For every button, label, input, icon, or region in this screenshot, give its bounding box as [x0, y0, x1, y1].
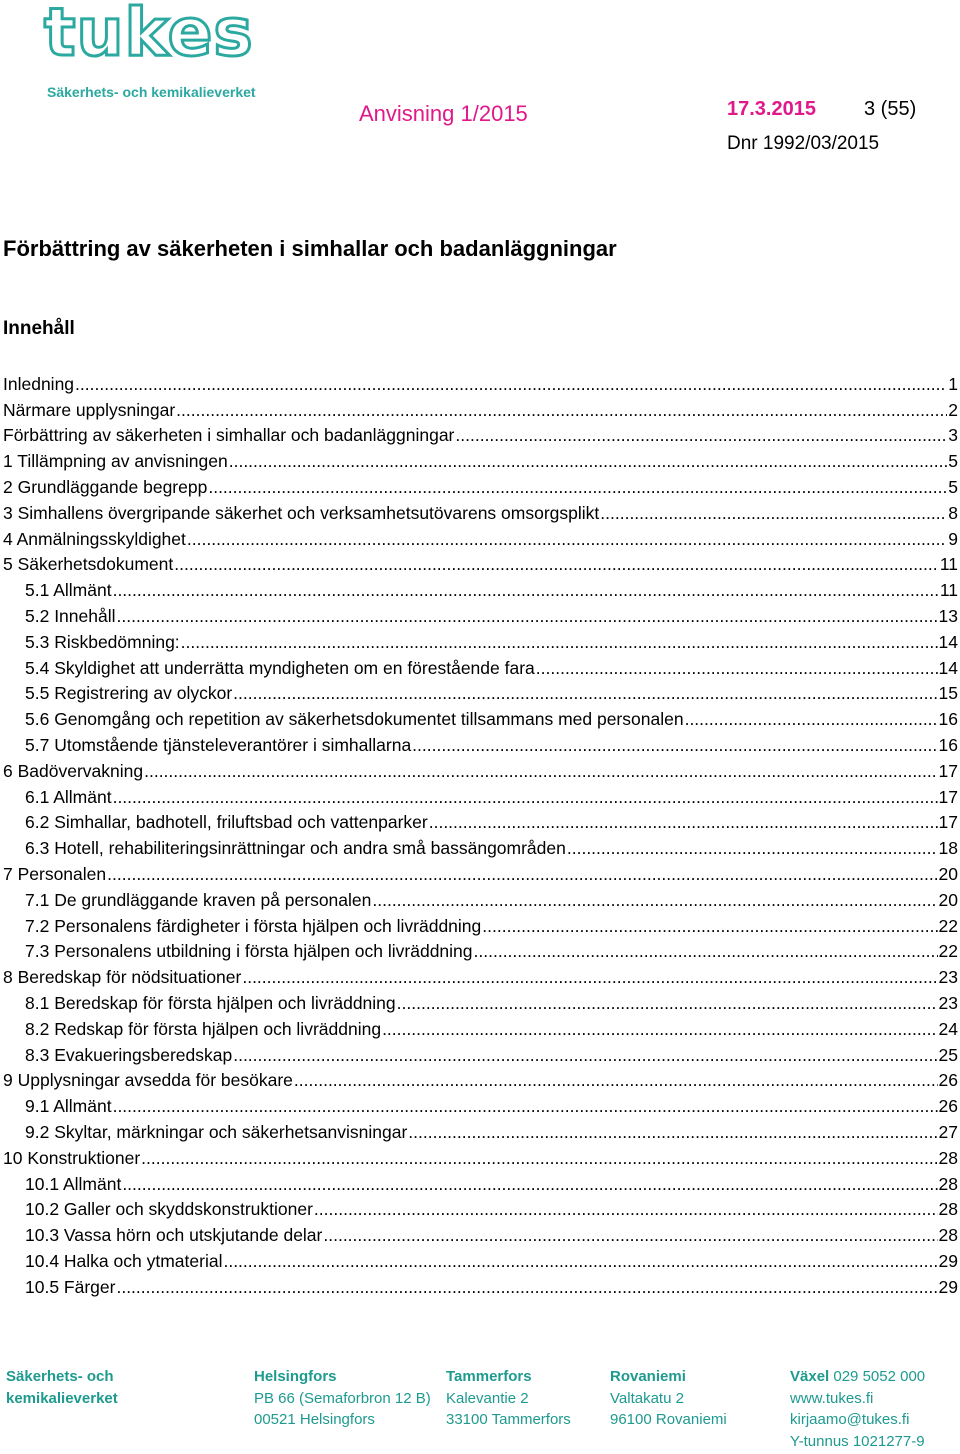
toc-leader-dots [567, 837, 938, 859]
toc-entry[interactable] [3, 395, 958, 421]
toc-entry-label: 5.1 Allmänt [25, 580, 112, 601]
toc-heading: Innehåll [3, 318, 75, 339]
toc-entry[interactable] [3, 1066, 958, 1092]
toc-leader-dots [408, 1121, 937, 1143]
footer-org-line2: kemikalieverket [6, 1389, 118, 1407]
toc-entry-page: 25 [938, 1044, 958, 1065]
toc-entry[interactable] [3, 627, 958, 653]
footer-rovaniemi [610, 1366, 727, 1431]
toc-leader-dots [536, 657, 938, 679]
footer-business-id: Y-tunnus 1021277-9 [790, 1432, 925, 1450]
toc-entry-label: 5.5 Registrering av olyckor [25, 683, 233, 704]
footer-tampere-city: Tammerfors [446, 1368, 532, 1385]
toc-entry-page: 18 [938, 838, 958, 859]
toc-entry[interactable] [3, 911, 958, 937]
toc-entry-page: 1 [948, 373, 958, 394]
footer-tampere [446, 1366, 571, 1431]
toc-entry[interactable] [3, 472, 958, 498]
toc-entry-label: 10 Konstruktioner [3, 1147, 141, 1168]
toc-entry-label: 7.1 De grundläggande kraven på personalen [25, 889, 372, 910]
footer-helsinki-city: Helsingfors [254, 1368, 337, 1385]
toc-leader-dots [685, 708, 938, 730]
toc-entry-page: 17 [938, 760, 958, 781]
footer-rovaniemi-addr1: Valtakatu 2 [610, 1389, 684, 1407]
toc-entry-page: 9 [948, 528, 958, 549]
toc-entry-label: 2 Grundläggande begrepp [3, 476, 208, 497]
toc-entry-label: 10.4 Halka och ytmaterial [25, 1250, 223, 1271]
toc-entry-page: 5 [948, 451, 958, 472]
toc-entry[interactable] [3, 601, 958, 627]
footer-tampere-addr2: 33100 Tammerfors [446, 1411, 571, 1428]
toc-leader-dots [174, 553, 939, 575]
toc-leader-dots [600, 502, 947, 524]
toc-entry-label: 1 Tillämpning av anvisningen [3, 451, 228, 472]
toc-entry[interactable] [3, 988, 958, 1014]
toc-leader-dots [208, 476, 947, 498]
footer-switch-number: 029 5052 000 [833, 1368, 926, 1385]
toc-entry-label: 5.4 Skyldighet att underrätta myndigheten om en förestående fara [25, 657, 535, 678]
toc-entry-page: 27 [938, 1121, 958, 1142]
toc-entry-label: 7.2 Personalens färdigheter i första hjälpen och livräddning [25, 915, 482, 936]
toc-entry-label: 3 Simhallens övergripande säkerhet och verksamhetsutövarens omsorgsplikt [3, 502, 600, 523]
document-date: 17.3.2015 [727, 98, 816, 120]
toc-leader-dots [122, 1173, 937, 1195]
toc-leader-dots [107, 863, 937, 885]
toc-leader-dots [116, 1276, 937, 1298]
footer-contact [790, 1366, 925, 1452]
toc-entry-label: 5.3 Riskbedömning: [25, 631, 180, 652]
toc-entry[interactable] [3, 1195, 958, 1221]
toc-entry-label: 7 Personalen [3, 863, 107, 884]
toc-leader-dots [372, 889, 937, 911]
toc-leader-dots [141, 1147, 937, 1169]
toc-entry[interactable] [3, 1014, 958, 1040]
toc-entry-page: 22 [938, 941, 958, 962]
toc-entry[interactable] [3, 1272, 958, 1298]
footer-org [6, 1366, 118, 1409]
toc-entry[interactable] [3, 859, 958, 885]
toc-leader-dots [314, 1198, 938, 1220]
toc-entry[interactable] [3, 524, 958, 550]
toc-entry-label: 10.5 Färger [25, 1276, 116, 1297]
toc-leader-dots [223, 1250, 937, 1272]
toc-entry-label: Närmare upplysningar [3, 399, 176, 420]
toc-entry-page: 13 [938, 605, 958, 626]
toc-entry[interactable] [3, 782, 958, 808]
toc-entry[interactable] [3, 962, 958, 988]
toc-entry-page: 28 [938, 1225, 958, 1246]
toc-entry-page: 23 [938, 967, 958, 988]
footer [0, 1366, 960, 1454]
toc-entry[interactable] [3, 756, 958, 782]
toc-entry-page: 28 [938, 1199, 958, 1220]
document-type: Anvisning 1/2015 [359, 101, 528, 126]
footer-helsinki-addr1: PB 66 (Semaforbron 12 B) [254, 1389, 431, 1407]
toc-entry-label: 5.6 Genomgång och repetition av säkerhetsdokumentet tillsammans med personalen [25, 709, 684, 730]
toc-entry-label: Inledning [3, 373, 75, 394]
toc-entry-page: 11 [939, 580, 958, 601]
toc-entry-page: 5 [948, 476, 958, 497]
toc-leader-dots [412, 734, 937, 756]
toc-entry-page: 15 [938, 683, 958, 704]
toc-entry-label: 6.3 Hotell, rehabiliteringsinrättningar och andra små bassängområden [25, 838, 566, 859]
toc-entry-page: 8 [948, 502, 958, 523]
toc-leader-dots [294, 1069, 938, 1091]
toc-entry[interactable] [3, 653, 958, 679]
toc-entry-label: 7.3 Personalens utbildning i första hjälpen och livräddning [25, 941, 473, 962]
footer-rovaniemi-city: Rovaniemi [610, 1368, 686, 1385]
toc-entry[interactable] [3, 937, 958, 963]
toc-entry-page: 17 [938, 786, 958, 807]
toc-entry-label: 10.2 Galler och skyddskonstruktioner [25, 1199, 313, 1220]
footer-web-link[interactable]: www.tukes.fi [790, 1389, 874, 1407]
toc-leader-dots [113, 579, 939, 601]
toc-leader-dots [181, 631, 938, 653]
toc-entry-label: 5.2 Innehåll [25, 605, 116, 626]
toc-leader-dots [397, 992, 938, 1014]
toc-entry-label: 8.3 Evakueringsberedskap [25, 1044, 233, 1065]
toc-entry-page: 14 [938, 631, 958, 652]
toc-entry-label: 5 Säkerhetsdokument [3, 554, 174, 575]
footer-tampere-addr1: Kalevantie 2 [446, 1389, 529, 1407]
toc-entry-page: 24 [938, 1018, 958, 1039]
toc-entry[interactable] [3, 1143, 958, 1169]
page-title: Förbättring av säkerheten i simhallar och badanläggningar [3, 236, 617, 261]
toc-entry-page: 11 [939, 554, 958, 575]
toc-leader-dots [229, 450, 948, 472]
toc-leader-dots [382, 1018, 937, 1040]
toc-entry-page: 14 [938, 657, 958, 678]
toc-entry-page: 20 [938, 863, 958, 884]
toc-entry[interactable] [3, 550, 958, 576]
page-number: 3 (55) [864, 98, 917, 120]
toc-leader-dots [323, 1224, 937, 1246]
toc-entry[interactable] [3, 1220, 958, 1246]
toc-entry-page: 23 [938, 992, 958, 1013]
toc-entry-label: 9.2 Skyltar, märkningar och säkerhetsanvisningar [25, 1121, 408, 1142]
toc-leader-dots [233, 682, 937, 704]
toc-leader-dots [429, 811, 938, 833]
footer-rovaniemi-addr2: 96100 Rovaniemi [610, 1411, 727, 1428]
footer-helsinki-addr2: 00521 Helsingfors [254, 1411, 375, 1428]
diary-number: Dnr 1992/03/2015 [727, 133, 880, 154]
toc-entry-page: 16 [938, 709, 958, 730]
toc-entry[interactable] [3, 885, 958, 911]
toc-entry[interactable] [3, 808, 958, 834]
toc-entry-page: 17 [938, 812, 958, 833]
logo-subtitle: Säkerhets- och kemikalieverket [47, 84, 256, 100]
toc-entry-label: 6 Badövervakning [3, 760, 144, 781]
toc-leader-dots [75, 373, 947, 395]
toc-entry[interactable] [3, 1117, 958, 1143]
toc-entry-page: 28 [938, 1173, 958, 1194]
toc-entry[interactable] [3, 369, 958, 395]
toc-entry[interactable] [3, 421, 958, 447]
toc-entry[interactable] [3, 679, 958, 705]
footer-switchboard [790, 1366, 925, 1388]
toc-entry[interactable] [3, 1091, 958, 1117]
toc-entry-page: 16 [938, 734, 958, 755]
toc-leader-dots [482, 915, 937, 937]
toc-entry-label: 4 Anmälningsskyldighet [3, 528, 186, 549]
toc-entry[interactable] [3, 1169, 958, 1195]
toc-entry-label: 10.1 Allmänt [25, 1173, 122, 1194]
toc-entry-page: 26 [938, 1096, 958, 1117]
toc-entry-page: 2 [948, 399, 958, 420]
toc-entry-label: 8.2 Redskap för första hjälpen och livräddning [25, 1018, 382, 1039]
toc-entry-page: 28 [938, 1147, 958, 1168]
toc-entry-label: Förbättring av säkerheten i simhallar och badanläggningar [3, 425, 455, 446]
table-of-contents [3, 369, 958, 1298]
toc-entry[interactable] [3, 498, 958, 524]
toc-entry-label: 6.2 Simhallar, badhotell, friluftsbad och vattenparker [25, 812, 428, 833]
toc-leader-dots [176, 399, 947, 421]
footer-switch-label: Växel [790, 1368, 830, 1385]
toc-entry-label: 9 Upplysningar avsedda för besökare [3, 1070, 293, 1091]
toc-leader-dots [187, 528, 947, 550]
toc-leader-dots [113, 1095, 938, 1117]
toc-entry[interactable] [3, 1040, 958, 1066]
toc-leader-dots [455, 424, 947, 446]
toc-entry-page: 22 [938, 915, 958, 936]
toc-entry-page: 29 [938, 1276, 958, 1297]
footer-org-line1: Säkerhets- och [6, 1368, 114, 1385]
tukes-logo [44, 0, 256, 100]
footer-helsinki [254, 1366, 431, 1431]
toc-leader-dots [242, 966, 937, 988]
toc-entry[interactable] [3, 1246, 958, 1272]
toc-leader-dots [233, 1044, 937, 1066]
footer-email-link[interactable]: kirjaamo@tukes.fi [790, 1411, 910, 1428]
toc-entry-label: 5.7 Utomstående tjänsteleverantörer i simhallarna [25, 734, 412, 755]
toc-entry-label: 9.1 Allmänt [25, 1096, 112, 1117]
toc-entry[interactable] [3, 833, 958, 859]
toc-entry-label: 8.1 Beredskap för första hjälpen och livräddning [25, 992, 396, 1013]
toc-entry-label: 6.1 Allmänt [25, 786, 112, 807]
toc-entry[interactable] [3, 446, 958, 472]
toc-leader-dots [474, 940, 938, 962]
toc-entry-label: 8 Beredskap för nödsituationer [3, 967, 242, 988]
toc-leader-dots [113, 786, 938, 808]
toc-entry-page: 3 [948, 425, 958, 446]
toc-leader-dots [117, 605, 938, 627]
toc-entry-page: 29 [938, 1250, 958, 1271]
toc-leader-dots [144, 760, 937, 782]
logo-wordmark: tukes [44, 0, 254, 71]
toc-entry[interactable] [3, 730, 958, 756]
toc-entry[interactable] [3, 575, 958, 601]
toc-entry-page: 20 [938, 889, 958, 910]
toc-entry-label: 10.3 Vassa hörn och utskjutande delar [25, 1225, 323, 1246]
toc-entry-page: 26 [938, 1070, 958, 1091]
toc-entry[interactable] [3, 704, 958, 730]
